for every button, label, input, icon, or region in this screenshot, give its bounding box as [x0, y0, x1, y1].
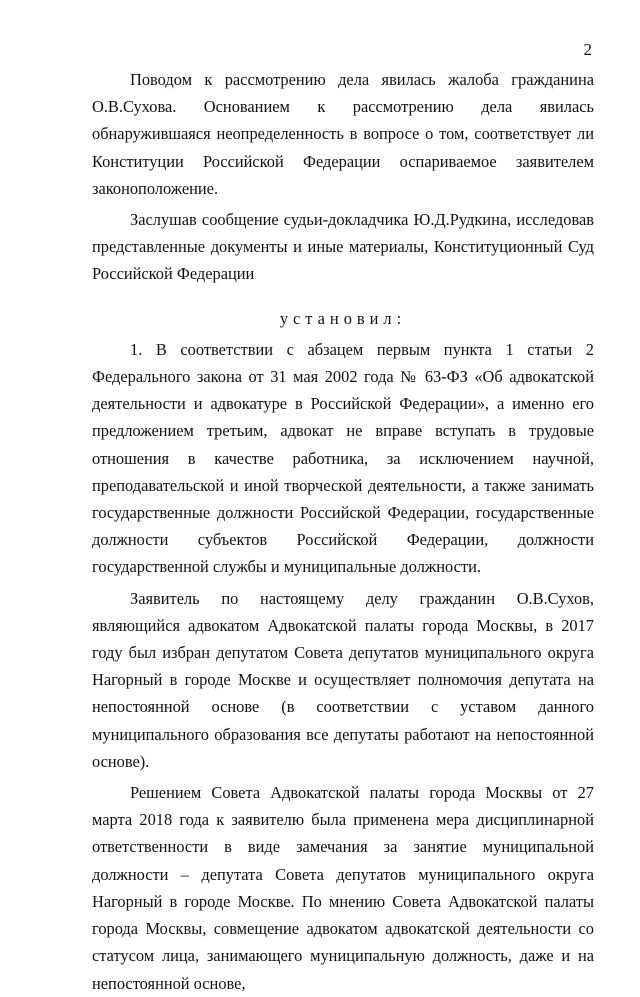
- paragraph-law-provision: 1. В соответствии с абзацем первым пункта 1 статьи 2 Федерального закона от 31 мая 2002 года № 63-ФЗ «Об адвокатской деятельности и адвокатуре в Российской Федерации», а именно его предложением третьим, адвокат не вправе вступать в трудовые отношения в качестве работника, за исключением научной, преподавательской и иной творческой деятельности, а также занимать государственные должности Российской Федерации, государственные должности субъектов Российской Федерации, должности государственной службы и муниципальные должности.: [92, 339, 594, 577]
- paragraph-hearing: Заслушав сообщение судьи-докладчика Ю.Д.Рудкина, исследовав представленные документы и иные материалы, Конституционный Суд Российской Федерации: [92, 210, 594, 284]
- document-body: [92, 66, 594, 997]
- paragraph-decision: Решением Совета Адвокатской палаты города Москвы от 27 марта 2018 года к заявителю была применена мера дисциплинарной ответственности в виде замечания за занятие муниципальной должности – депутата Совета депутатов муниципального округа Нагорный в городе Москве. По мнению Совета Адвокатской палаты города Москвы, совмещение адвокатом адвокатской деятельности со статусом лица, занимающего муниципальную должность, даже и на непостоянной основе,: [92, 783, 594, 993]
- paragraph-complaint: Поводом к рассмотрению дела явилась жалоба гражданина О.В.Сухова. Основанием к рассмотрению дела явилась обнаружившаяся неопределенность в вопросе о том, соответствует ли Конституции Российской Федерации оспариваемое заявителем законоположение.: [92, 70, 594, 198]
- ruling-heading: установил:: [279, 308, 407, 328]
- paragraph-applicant: Заявитель по настоящему делу гражданин О.В.Сухов, являющийся адвокатом Адвокатской палаты города Москвы, в 2017 году был избран депутатом Совета депутатов муниципального округа Нагорный в городе Москве и осуществляет полномочия депутата на непостоянной основе (в соответствии с уставом данного муниципального образования все депутаты работают на непостоянной основе).: [92, 588, 594, 771]
- page-number: 2: [583, 40, 592, 59]
